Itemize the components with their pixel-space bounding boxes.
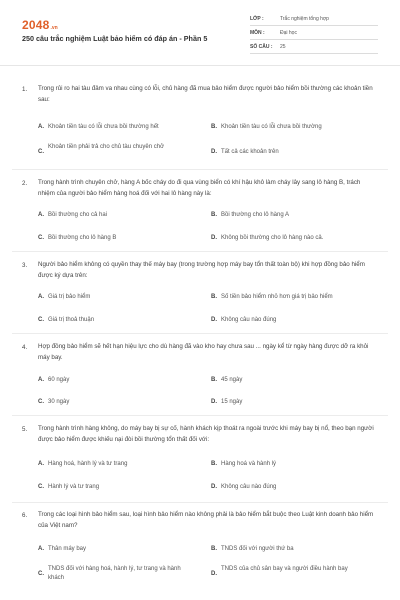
option-letter: D. [211,571,217,577]
question-item [0,84,400,164]
option-letter: B. [211,461,217,467]
option-letter: C. [38,235,44,241]
option-letter: B. [211,546,217,552]
option-letter: D. [211,235,217,241]
option-text: Bồi thường cho cả hai [48,212,107,218]
meta-row-count [250,40,378,54]
option-letter: A. [38,377,44,383]
question-item [0,424,400,492]
meta-label-subject: MÔN : [250,29,265,36]
question-divider [12,333,388,334]
option-text: Bồi thường cho lô hàng B [48,235,117,241]
option-text: Hàng hoá và hành lý [221,461,277,467]
meta-label-count: SỐ CÂU : [250,43,273,50]
meta-value-class: Trắc nghiệm tổng hợp [280,15,329,22]
option-letter: A. [38,124,44,130]
option-text: Tất cả các khoản trên [221,149,279,155]
option-letter: C. [38,149,44,155]
meta-row-class [250,12,378,26]
question-text: Hợp đồng bảo hiểm sẽ hết hạn hiệu lực cho dù hàng đã vào kho hay chưa sau ... ngày kể từ ngày hàng được dỡ ra khỏi máy bay. [38,343,369,361]
question-number: 2. [22,180,28,187]
question-divider [12,415,388,416]
option-letter: B. [211,212,217,218]
option-text: Khoản tiền phải trả cho chủ tàu chuyên chở [48,144,165,150]
option-text: Không câu nào đúng [221,484,277,490]
site-logo[interactable] [22,16,58,34]
document-title: 250 câu trắc nghiệm Luật bảo hiểm có đáp án - Phần 5 [22,34,208,43]
option-letter: A. [38,461,44,467]
question-text: Trong rủi ro hai tàu đâm va nhau cùng có lỗi, chủ hàng đã mua bảo hiểm được người bảo hiểm bồi thường các khoản tiền sau: [38,85,373,103]
option-text: 45 ngày [221,377,243,383]
question-number: 1. [22,86,28,93]
option-text: TNDS đối với hàng hoá, hành lý, tư trang và hành khách [48,566,181,581]
option-text: 60 ngày [48,377,70,383]
option-letter: A. [38,212,44,218]
question-text: Trong hành trình chuyên chở, hàng A bốc cháy do đi qua vùng biển có khí hậu khô làm cháy lây sang lô hàng B, trách nhiệm của người bảo hiểm hàng hoá đối với hai lô hàng này là: [38,179,361,197]
option-text: Hành lý và tư trang [48,484,100,490]
option-text: Không bồi thường cho lô hàng nào cả. [221,235,324,241]
meta-info-table [250,12,378,54]
option-text: Khoản tiền tàu có lỗi chưa bồi thường hết [48,124,159,130]
option-text: Thân máy bay [48,546,87,552]
option-letter: B. [211,377,217,383]
option-text: 15 ngày [221,399,243,405]
option-text: Giá trị thoả thuận [48,317,95,323]
option-letter: B. [211,294,217,300]
option-text: Bồi thường cho lô hàng A [221,212,289,218]
logo-main-text: 2048 [22,18,50,32]
option-letter: D. [211,484,217,490]
meta-value-subject: Đại học [280,29,297,36]
question-number: 4. [22,344,28,351]
question-item [0,342,400,410]
question-number: 3. [22,262,28,269]
option-letter: B. [211,124,217,130]
option-text: Giá trị bảo hiểm [48,294,91,300]
question-divider [12,502,388,503]
meta-label-class: LỚP : [250,15,264,22]
logo-suffix-text: .vn [50,25,58,31]
question-text: Người bảo hiểm không có quyền thay thế máy bay (trong trường hợp máy bay tổn thất toàn bộ) khi hợp đồng bảo hiểm được ký dựa trên: [38,261,365,279]
question-number: 6. [22,512,28,519]
option-letter: D. [211,399,217,405]
question-item [0,260,400,328]
option-text: 30 ngày [48,399,70,405]
question-text: Trong các loại hình bảo hiểm sau, loại hình bảo hiểm nào không phải là bảo hiểm bắt buộc theo Luật kinh doanh bảo hiểm của Việt nam? [38,511,374,529]
question-item [0,510,400,596]
option-letter: D. [211,317,217,323]
option-letter: A. [38,546,44,552]
option-letter: C. [38,399,44,405]
page-header [0,0,400,66]
question-number: 5. [22,426,28,433]
question-text: Trong hành trình hàng không, do máy bay bị sự cố, hành khách kịp thoát ra ngoài trước khi máy bay bị nổ, theo bạn người được bảo hiểm được khiếu nại đòi bồi thường tổn thất đối với: [38,425,374,443]
option-text: TNDS của chủ sân bay và người điều hành bay [221,566,348,572]
question-divider [12,251,388,252]
meta-row-subject [250,26,378,40]
option-text: Hàng hoá, hành lý và tư trang [48,461,128,467]
option-text: Số tiền bảo hiểm nhỏ hơn giá trị bảo hiểm [221,294,333,300]
question-item [0,178,400,246]
option-text: Khoản tiền tàu có lỗi chưa bồi thường [221,124,322,130]
option-text: Không câu nào đúng [221,317,277,323]
option-letter: D. [211,149,217,155]
option-letter: C. [38,317,44,323]
option-letter: A. [38,294,44,300]
meta-value-count: 25 [280,43,286,50]
option-letter: C. [38,571,44,577]
option-letter: C. [38,484,44,490]
option-text: TNDS đối với người thứ ba [221,546,294,552]
question-divider [12,169,388,170]
